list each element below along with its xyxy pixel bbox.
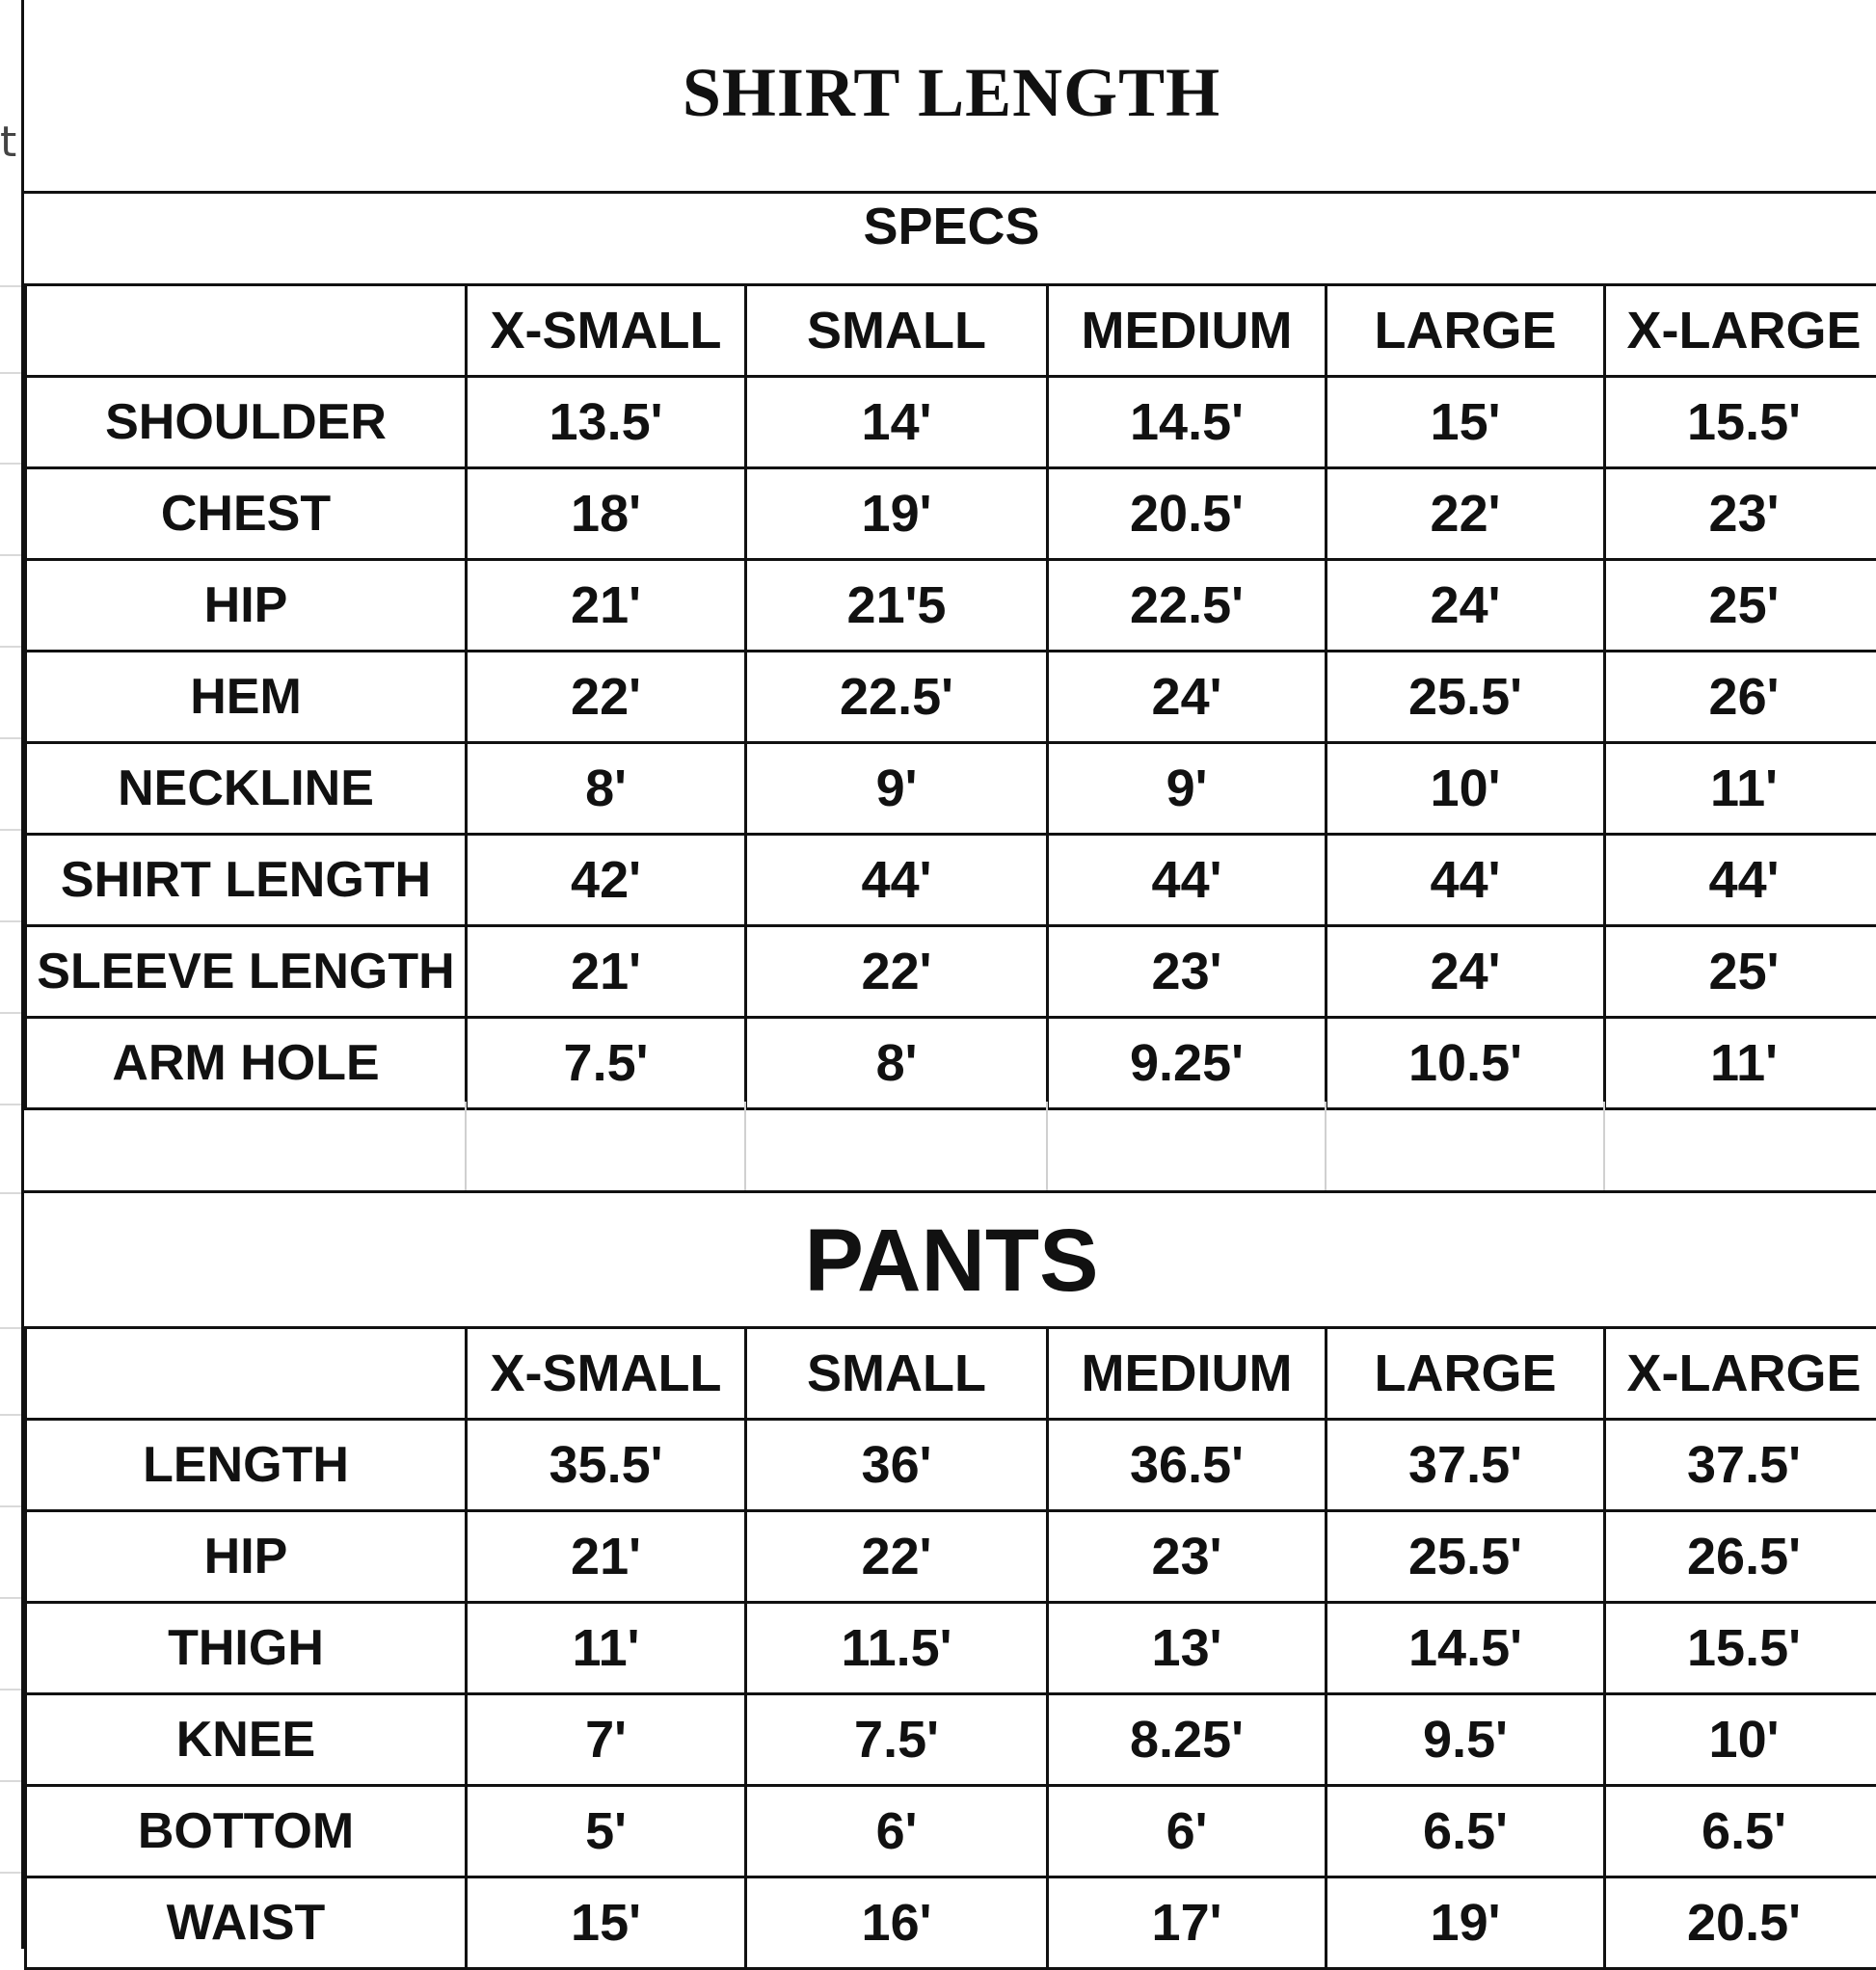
measurement-cell[interactable]: 11': [1605, 1018, 1876, 1109]
measurement-cell[interactable]: 19': [1327, 1877, 1605, 1969]
measurement-cell[interactable]: 36.5': [1048, 1420, 1327, 1511]
left-gridline-strip: [0, 0, 21, 1949]
measurement-cell[interactable]: 22.5': [746, 652, 1048, 743]
measurement-cell[interactable]: 20.5': [1048, 468, 1327, 560]
measurement-cell[interactable]: 22.5': [1048, 560, 1327, 652]
pants-table-title: PANTS: [24, 1216, 1876, 1305]
table-row: [26, 1694, 1876, 1786]
row-label-cell[interactable]: WAIST: [26, 1877, 467, 1969]
column-header-cell[interactable]: LARGE: [1327, 285, 1605, 377]
header-row: [26, 285, 1876, 377]
table-row: [26, 743, 1876, 835]
table-row: [26, 1511, 1876, 1603]
measurement-cell[interactable]: 6.5': [1327, 1786, 1605, 1877]
measurement-cell[interactable]: 24': [1327, 560, 1605, 652]
measurement-cell[interactable]: 9': [1048, 743, 1327, 835]
column-header-cell[interactable]: X-LARGE: [1605, 1328, 1876, 1420]
measurement-cell[interactable]: 11': [467, 1603, 746, 1694]
measurement-cell[interactable]: 19': [746, 468, 1048, 560]
row-label-cell[interactable]: SLEEVE LENGTH: [26, 926, 467, 1018]
measurement-cell[interactable]: 9.5': [1327, 1694, 1605, 1786]
size-chart-sheet: [21, 0, 1876, 1949]
row-label-cell[interactable]: SHOULDER: [26, 377, 467, 468]
measurement-cell[interactable]: 8.25': [1048, 1694, 1327, 1786]
measurement-cell[interactable]: 44': [1327, 835, 1605, 926]
measurement-cell[interactable]: 21': [467, 560, 746, 652]
measurement-cell[interactable]: 24': [1048, 652, 1327, 743]
row-label-cell[interactable]: THIGH: [26, 1603, 467, 1694]
pants-size-table: [24, 1326, 1876, 1970]
table-row: [26, 835, 1876, 926]
column-header-cell[interactable]: X-SMALL: [467, 285, 746, 377]
divider: [24, 1190, 1876, 1193]
measurement-cell[interactable]: 15': [1327, 377, 1605, 468]
measurement-cell[interactable]: 6': [746, 1786, 1048, 1877]
measurement-cell[interactable]: 9': [746, 743, 1048, 835]
measurement-cell[interactable]: 9.25': [1048, 1018, 1327, 1109]
measurement-cell[interactable]: 22': [746, 1511, 1048, 1603]
shirt-size-table: [24, 283, 1876, 1110]
measurement-cell[interactable]: 25.5': [1327, 1511, 1605, 1603]
measurement-cell[interactable]: 20.5': [1605, 1877, 1876, 1969]
column-header-cell[interactable]: MEDIUM: [1048, 285, 1327, 377]
measurement-cell[interactable]: 14.5': [1327, 1603, 1605, 1694]
row-label-cell[interactable]: NECKLINE: [26, 743, 467, 835]
divider: [24, 191, 1876, 194]
measurement-cell[interactable]: 22': [467, 652, 746, 743]
measurement-cell[interactable]: 22': [746, 926, 1048, 1018]
measurement-cell[interactable]: 23': [1605, 468, 1876, 560]
measurement-cell[interactable]: 44': [746, 835, 1048, 926]
column-header-cell[interactable]: SMALL: [746, 285, 1048, 377]
shirt-table-title: SHIRT LENGTH: [24, 58, 1876, 127]
measurement-cell[interactable]: 36': [746, 1420, 1048, 1511]
measurement-cell[interactable]: 24': [1327, 926, 1605, 1018]
measurement-cell[interactable]: 26': [1605, 652, 1876, 743]
measurement-cell[interactable]: 25': [1605, 560, 1876, 652]
measurement-cell[interactable]: 44': [1048, 835, 1327, 926]
measurement-cell[interactable]: 11.5': [746, 1603, 1048, 1694]
measurement-cell[interactable]: 18': [467, 468, 746, 560]
measurement-cell[interactable]: 42': [467, 835, 746, 926]
table-row: [26, 926, 1876, 1018]
row-label-cell[interactable]: BOTTOM: [26, 1786, 467, 1877]
measurement-cell[interactable]: 35.5': [467, 1420, 746, 1511]
measurement-cell[interactable]: 25.5': [1327, 652, 1605, 743]
table-row: [26, 1420, 1876, 1511]
measurement-cell[interactable]: 13': [1048, 1603, 1327, 1694]
measurement-cell[interactable]: 11': [1605, 743, 1876, 835]
measurement-cell[interactable]: 15.5': [1605, 1603, 1876, 1694]
column-header-cell[interactable]: LARGE: [1327, 1328, 1605, 1420]
measurement-cell[interactable]: 10': [1327, 743, 1605, 835]
measurement-cell[interactable]: 7': [467, 1694, 746, 1786]
table-row: [26, 377, 1876, 468]
measurement-cell[interactable]: 37.5': [1327, 1420, 1605, 1511]
column-header-cell[interactable]: X-LARGE: [1605, 285, 1876, 377]
column-header-cell[interactable]: X-SMALL: [467, 1328, 746, 1420]
row-label-cell[interactable]: LENGTH: [26, 1420, 467, 1511]
measurement-cell[interactable]: 8': [467, 743, 746, 835]
table-row: [26, 1603, 1876, 1694]
table-row: [26, 1877, 1876, 1969]
header-corner-cell[interactable]: [26, 1328, 467, 1420]
measurement-cell[interactable]: 17': [1048, 1877, 1327, 1969]
table-row: [26, 560, 1876, 652]
specs-heading: SPECS: [24, 200, 1876, 253]
measurement-cell[interactable]: 7.5': [746, 1694, 1048, 1786]
measurement-cell[interactable]: 5': [467, 1786, 746, 1877]
row-label-cell[interactable]: CHEST: [26, 468, 467, 560]
measurement-cell[interactable]: 21'5: [746, 560, 1048, 652]
measurement-cell[interactable]: 15': [467, 1877, 746, 1969]
column-header-cell[interactable]: MEDIUM: [1048, 1328, 1327, 1420]
row-label-cell[interactable]: ARM HOLE: [26, 1018, 467, 1109]
measurement-cell[interactable]: 14.5': [1048, 377, 1327, 468]
measurement-cell[interactable]: 21': [467, 926, 746, 1018]
row-label-cell[interactable]: HEM: [26, 652, 467, 743]
measurement-cell[interactable]: 44': [1605, 835, 1876, 926]
table-row: [26, 652, 1876, 743]
measurement-cell[interactable]: 15.5': [1605, 377, 1876, 468]
measurement-cell[interactable]: 8': [746, 1018, 1048, 1109]
measurement-cell[interactable]: 21': [467, 1511, 746, 1603]
measurement-cell[interactable]: 23': [1048, 926, 1327, 1018]
row-label-cell[interactable]: KNEE: [26, 1694, 467, 1786]
measurement-cell[interactable]: 25': [1605, 926, 1876, 1018]
table-row: [26, 1018, 1876, 1109]
measurement-cell[interactable]: 37.5': [1605, 1420, 1876, 1511]
row-label-cell[interactable]: HIP: [26, 1511, 467, 1603]
measurement-cell[interactable]: 23': [1048, 1511, 1327, 1603]
blank-spreadsheet-row: [24, 1102, 1876, 1190]
clipped-cell-text: t: [0, 121, 16, 164]
measurement-cell[interactable]: 13.5': [467, 377, 746, 468]
row-label-cell[interactable]: SHIRT LENGTH: [26, 835, 467, 926]
measurement-cell[interactable]: 26.5': [1605, 1511, 1876, 1603]
column-header-cell[interactable]: SMALL: [746, 1328, 1048, 1420]
measurement-cell[interactable]: 14': [746, 377, 1048, 468]
table-row: [26, 1786, 1876, 1877]
measurement-cell[interactable]: 6': [1048, 1786, 1327, 1877]
table-row: [26, 468, 1876, 560]
measurement-cell[interactable]: 10.5': [1327, 1018, 1605, 1109]
measurement-cell[interactable]: 22': [1327, 468, 1605, 560]
measurement-cell[interactable]: 16': [746, 1877, 1048, 1969]
measurement-cell[interactable]: 10': [1605, 1694, 1876, 1786]
measurement-cell[interactable]: 7.5': [467, 1018, 746, 1109]
header-row: [26, 1328, 1876, 1420]
header-corner-cell[interactable]: [26, 285, 467, 377]
measurement-cell[interactable]: 6.5': [1605, 1786, 1876, 1877]
row-label-cell[interactable]: HIP: [26, 560, 467, 652]
